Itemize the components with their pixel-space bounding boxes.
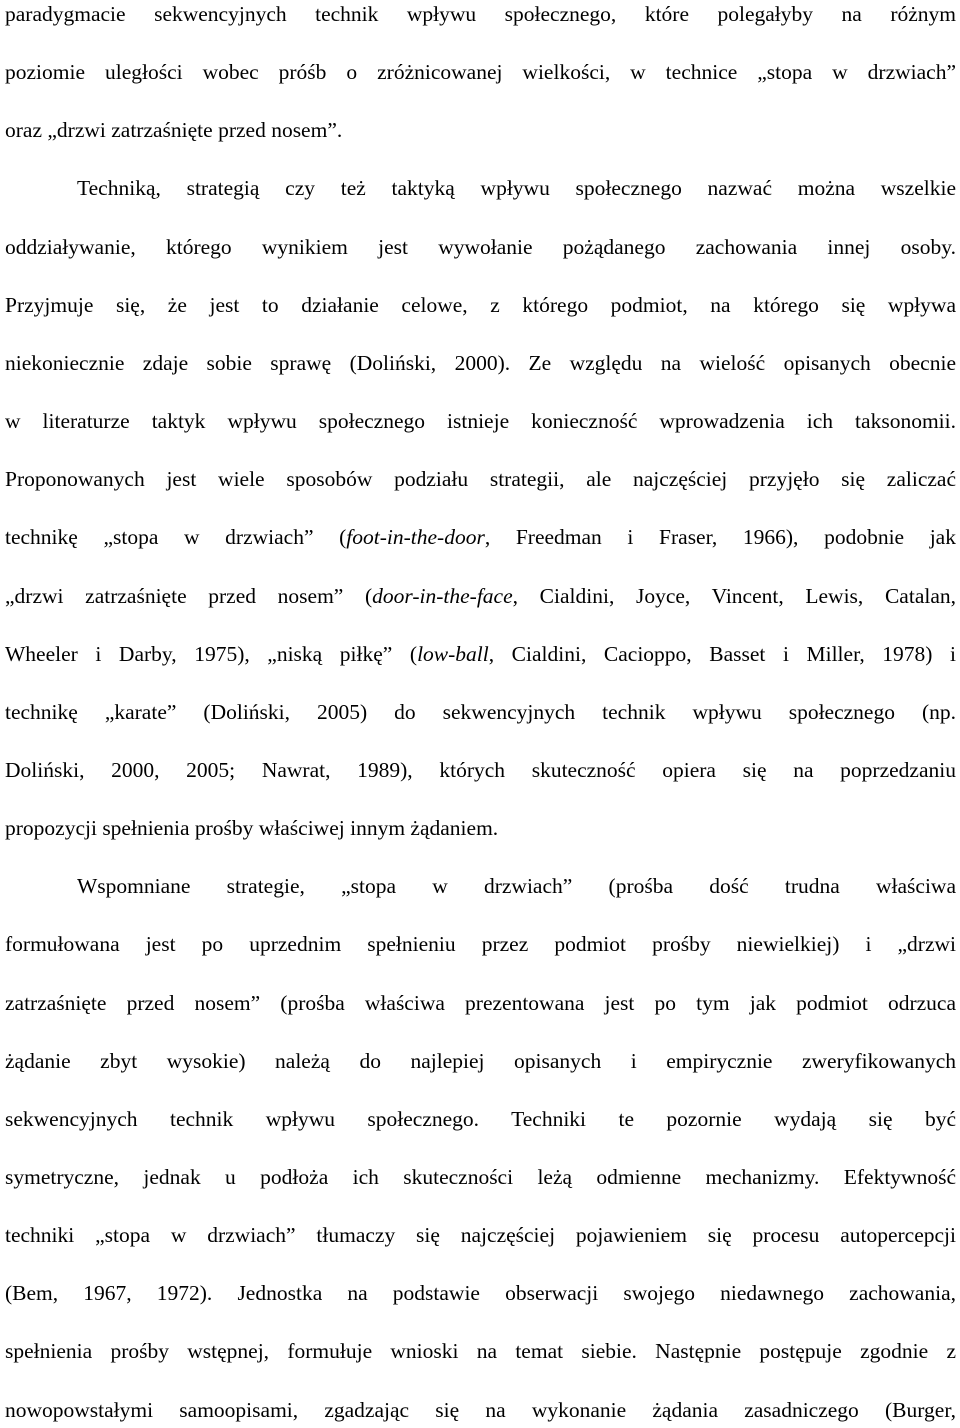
text-line [5,1337,956,1365]
text-run: niekoniecznie zdaje sobie sprawę (Doliński, 2000). Ze względu na wielość opisanych obecnie [5,350,956,375]
text-line [5,1396,956,1424]
text-line [5,1221,956,1249]
text-run: Proponowanych jest wiele sposobów podziału strategii, ale najczęściej przyjęło się zaliczać [5,467,956,492]
text-run: techniki „stopa w drzwiach” tłumaczy się najczęściej pojawieniem się procesu autopercepcji [5,1223,956,1248]
text-run: oraz „drzwi zatrzaśnięte przed nosem”. [5,118,343,143]
text-line [5,1047,956,1075]
text-run: technikę „karate” (Doliński, 2005) do sekwencyjnych technik wpływu społecznego (np. [5,699,956,724]
text-line [5,989,956,1017]
text-line [5,1279,956,1307]
text-line [5,407,956,435]
text-run: Techniką, strategią czy też taktyką wpływu społecznego nazwać można wszelkie [77,176,956,201]
text-line [5,0,956,28]
text-line [5,523,956,551]
text-line [5,640,956,668]
text-run: w literaturze taktyk wpływu społecznego istnieje konieczność wprowadzenia ich taksonomii. [5,409,956,434]
text-line [5,582,956,610]
text-run: symetryczne, jednak u podłoża ich skuteczności leżą odmienne mechanizmy. Efektywność [5,1165,956,1189]
text-run: Wheeler i Darby, 1975), „niską piłkę” ( [5,641,418,666]
text-run: Wspomniane strategie, „stopa w drzwiach” (prośba dość trudna właściwa [77,874,956,899]
text-run: , Cialdini, Cacioppo, Basset i Miller, 1978) i [488,641,957,666]
text-line [5,233,956,261]
text-line [5,58,956,86]
text-line [5,756,956,784]
text-line [5,1163,956,1191]
text-run: paradygmacie sekwencyjnych technik wpływu społecznego, które polegałyby na różnym [5,2,956,26]
text-line [5,814,498,842]
text-line [5,116,342,144]
text-run: , Freedman i Fraser, 1966), podobnie jak [484,525,956,550]
text-line [5,698,956,726]
text-run: Przyjmuje się, że jest to działanie celowe, z którego podmiot, na którego się wpływa [5,292,956,317]
text-run: Doliński, 2000, 2005; Nawrat, 1989), których skuteczność opiera się na poprzedzaniu [5,757,956,782]
text-run: (Bem, 1967, 1972). Jednostka na podstawie obserwacji swojego niedawnego zachowania, [5,1281,956,1306]
italic-term: door-in-the-face [372,583,513,608]
text-line [5,291,956,319]
text-run: sekwencyjnych technik wpływu społecznego. Techniki te pozornie wydają się być [5,1106,956,1131]
text-run: oddziaływanie, którego wynikiem jest wywołanie pożądanego zachowania innej osoby. [5,234,956,259]
text-line [5,930,956,958]
text-run: „drzwi zatrzaśnięte przed nosem” ( [5,583,373,608]
italic-term: low-ball [417,641,489,666]
text-run: technikę „stopa w drzwiach” ( [5,525,347,550]
text-line [77,872,956,900]
text-run: nowopowstałymi samoopisami, zgadzając się na wykonanie żądania zasadniczego (Burger, [5,1397,956,1422]
text-run: żądanie zbyt wysokie) należą do najlepiej opisanych i empirycznie zweryfikowanych [5,1048,956,1073]
text-line [5,349,956,377]
text-run: spełnienia prośby wstępnej, formułuje wnioski na temat siebie. Następnie postępuje zgodnie z [5,1339,956,1364]
text-run: poziomie uległości wobec próśb o zróżnicowanej wielkości, w technice „stopa w drzwiach” [5,60,956,85]
text-run: formułowana jest po uprzednim spełnieniu przez podmiot prośby niewielkiej) i „drzwi [5,932,956,957]
text-run: zatrzaśnięte przed nosem” (prośba właściwa prezentowana jest po tym jak podmiot odrzuca [5,990,956,1015]
text-line [5,1105,956,1133]
text-line [77,174,956,202]
text-run: , Cialdini, Joyce, Vincent, Lewis, Catalan, [512,583,956,608]
italic-term: foot-in-the-door [346,525,485,550]
text-run: propozycji spełnienia prośby właściwej innym żądaniem. [5,816,499,841]
text-line [5,465,956,493]
